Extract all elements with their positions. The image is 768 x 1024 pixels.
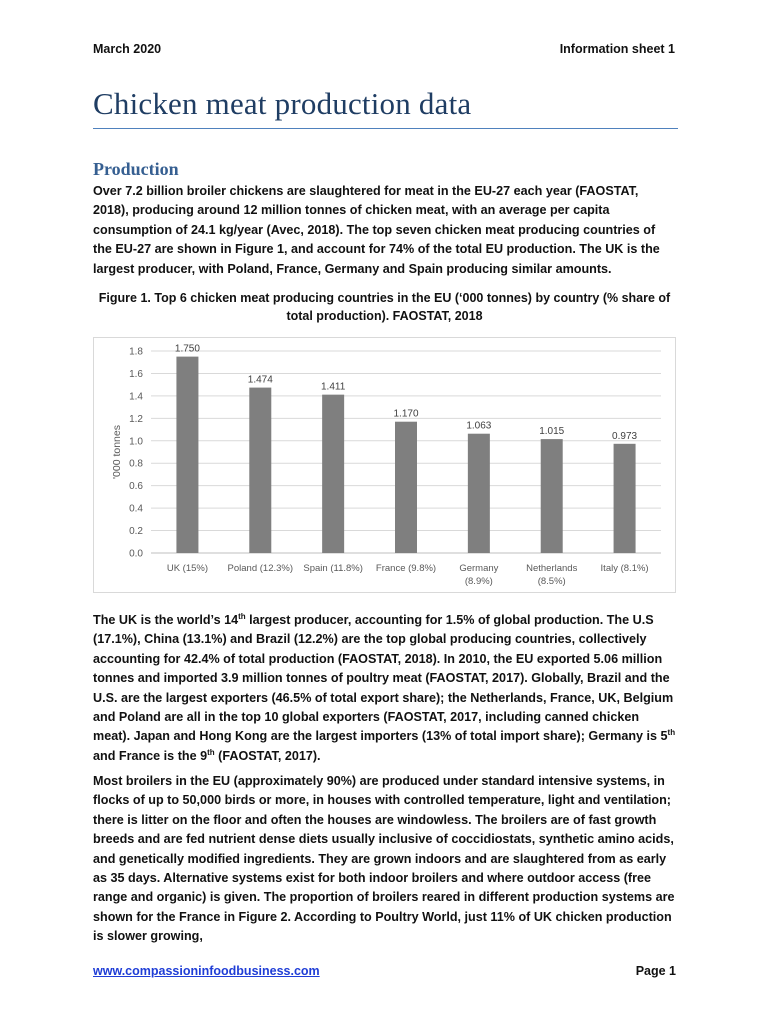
header-date: March 2020 [93, 42, 162, 56]
ordinal-suffix: th [667, 728, 676, 738]
x-tick-label: Germany [459, 563, 499, 574]
bar [249, 388, 271, 553]
section-heading-production: Production [93, 159, 179, 179]
page-title: Chicken meat production data [93, 86, 472, 121]
data-label: 1.474 [247, 374, 273, 386]
bar [541, 439, 563, 553]
figure-caption-line-1: Figure 1. Top 6 chicken meat producing countries in the EU (‘000 tonnes) by country (% share of [98, 291, 671, 305]
y-tick-label: 0.0 [129, 548, 143, 560]
x-tick-label: (8.9%) [464, 576, 493, 587]
page-header [93, 42, 675, 60]
figure-caption [93, 289, 676, 325]
paragraph2-part-1: The UK is the world’s 14 [93, 613, 239, 627]
ordinal-suffix: th [207, 747, 215, 757]
y-tick-label: 1.6 [129, 368, 143, 380]
data-label: 1.170 [393, 408, 419, 420]
paragraph-production-systems: Most broilers in the EU (approximately 90%) are produced under standard intensive systems, in flocks of up to 50,000 birds or more, in houses with controlled temperature, light and ventilation; there is litter on the floor and often the houses are windowless. The broilers are of fast growth breeds and are fed nutrient dense diets usually inclusive of coccidiostats, synthetic amino acids, and genetically modified ingredients. They are grown indoors and are slaughtered from as early as 35 days. Alternative systems exist for both indoor broilers and where outdoor access (free range and organic) is given. The proportion of broilers reared in different production systems are shown for the France in Figure 2. According to Poultry World, just 11% of UK chicken production is slower growing, [93, 774, 675, 944]
y-tick-label: 0.4 [129, 503, 143, 515]
x-tick-label: France (9.8%) [375, 563, 437, 574]
y-tick-label: 1.8 [129, 346, 143, 358]
footer-page-number: Page 1 [635, 964, 676, 978]
data-label: 1.015 [539, 426, 565, 438]
y-tick-label: 1.4 [129, 391, 143, 403]
y-tick-label: 1.2 [129, 413, 143, 425]
y-tick-label: 0.2 [129, 526, 143, 538]
x-tick-label: Spain (11.8%) [303, 563, 363, 574]
x-tick-label: UK (15%) [166, 563, 209, 574]
y-tick-label: 1.0 [129, 436, 143, 448]
bar [468, 434, 490, 553]
data-label: 0.973 [612, 430, 638, 442]
x-tick-label: Netherlands [526, 563, 578, 574]
bar [395, 422, 417, 553]
y-tick-label: 0.6 [129, 481, 143, 493]
paragraph2-part-4: (FAOSTAT, 2017). [214, 748, 321, 763]
paragraph2-part-3: and France is the 9 [93, 748, 208, 763]
paragraph2-part-2: largest producer, accounting for 1.5% of global production. The U.S (17.1%), China (13.1%) and Brazil (12.2%) are the top global producing countries, collectively accounting for 42.4% of total production (FAOSTAT, 2018). In 2010, the EU exported 5.06 million tonnes and imported 3.9 million tonnes of poultry meat (FAOSTAT, 2017). Globally, Brazil and the U.S. are the largest exporters (46.5% of total export share); the Netherlands, France, UK, Belgium and Poland are all in the top 10 global exporters (FAOSTAT, 2017, including canned chicken meat). Japan and Hong Kong are the largest importers (13% of total import share); Germany is 5 [93, 613, 674, 744]
paragraph-production-intro: Over 7.2 billion broiler chickens are slaughtered for meat in the EU-27 each year (FAOSTAT, 2018), producing around 12 million tonnes of chicken meat, with an average per capita consumption of 24.1 kg/year (Avec, 2018). The top seven chicken meat producing countries of the EU-27 are shown in Figure 1, and account for 74% of the total EU production. The UK is the largest producer, with Poland, France, Germany and Spain producing similar amounts. [93, 184, 660, 276]
header-sheet-label: Information sheet 1 [559, 42, 675, 56]
paragraph-global-production [93, 611, 676, 766]
bar [322, 395, 344, 553]
figure-caption-line-2: total production). FAOSTAT, 2018 [286, 309, 483, 323]
bar [614, 444, 636, 553]
x-tick-label: (8.5%) [537, 576, 566, 587]
ordinal-suffix: th [238, 611, 246, 621]
data-label: 1.063 [466, 420, 492, 432]
data-label: 1.750 [174, 343, 200, 355]
x-tick-label: Poland (12.3%) [227, 563, 294, 574]
y-axis-label: '000 tonnes [111, 425, 123, 479]
bar [176, 357, 198, 553]
y-tick-label: 0.8 [129, 458, 143, 470]
footer-website-link[interactable]: www.compassioninfoodbusiness.com [93, 964, 320, 978]
bar-chart [93, 337, 676, 593]
data-label: 1.411 [320, 381, 346, 393]
title-divider [93, 128, 678, 129]
x-tick-label: Italy (8.1%) [600, 563, 649, 574]
